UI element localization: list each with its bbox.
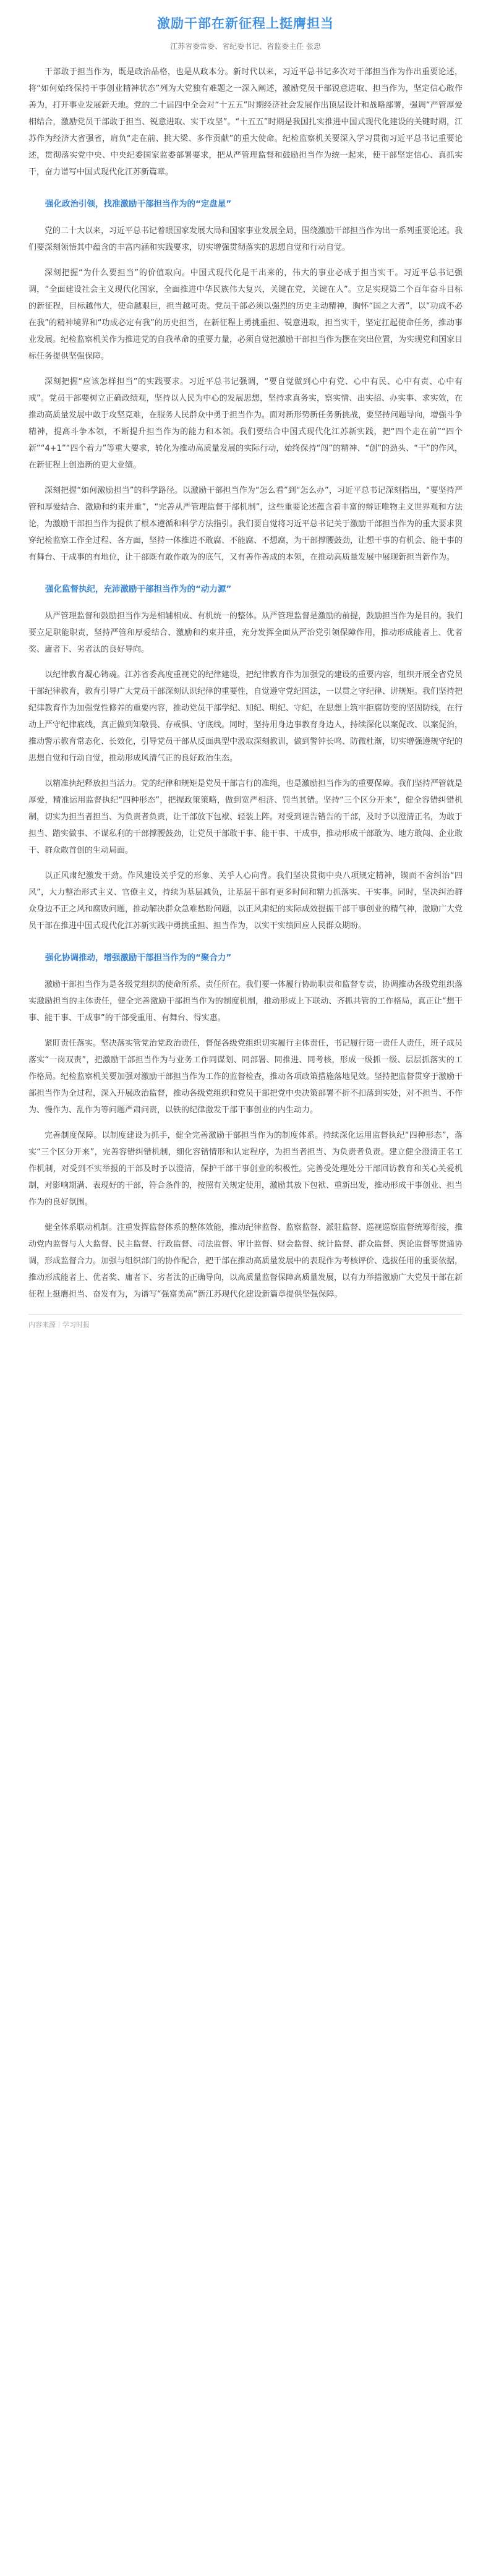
article-byline <box>28 41 463 51</box>
section-3-paragraph: 紧盯责任落实。坚决落实管党治党政治责任，督促各级党组织切实履行主体责任，书记履行第一责任人责任，班子成员落实“一岗双责”，把激励干部担当作为与业务工作同谋划、同部署、同推进、同考核，形成一级抓一级、层层抓落实的工作格局。纪检监察机关要加强对激励干部担当作为工作的监督检查，推动各项政策措施落地见效。坚持把监督贯穿于激励干部担当作为全过程，深入开展政治监督，推动各级党组织和党员干部把党中央决策部署不折不扣落到实处，对不担当、不作为、慢作为、乱作为等问题严肃问责，以铁的纪律激发干部干事创业的内生动力。 <box>28 1039 463 1115</box>
section-2-paragraph: 以精准执纪释放担当活力。党的纪律和规矩是党员干部言行的准绳，也是激励担当作为的重要保障。我们坚持严管就是厚爱，精准运用监督执纪“四种形态”，把握政策策略，做到宽严相济、罚当其错。坚持“三个区分开来”，健全容错纠错机制，切实为担当者担当、为负责者负责，让干部放下包袱、轻装上阵。对受到诬告错告的干部，及时予以澄清正名，为敢于担当、踏实做事、不谋私利的干部撑腰鼓劲，让党员干部敢干事、能干事、干成事，推动形成干部敢为、地方敢闯、企业敢干、群众敢首创的生动局面。 <box>28 779 463 855</box>
section-1-paragraph: 深刻把握“应该怎样担当”的实践要求。习近平总书记强调，“要自觉做到心中有党、心中有民、心中有责、心中有戒”。党员干部要树立正确政绩观，坚持以人民为中心的发展思想，坚持求真务实，察实情、出实招、办实事、求实效，在推动高质量发展中敢于攻坚克难，在服务人民群众中勇于担当作为。面对新形势新任务新挑战，要坚持问题导向，增强斗争精神，提高斗争本领，不断提升担当作为的能力和本领。我们要结合中国式现代化江苏新实践，把“四个走在前”“四个新”“4+1”“四个着力”等重大要求，转化为推动高质量发展的实际行动，始终保持“闯”的精神、“创”的劲头、“干”的作风，在新征程上创造新的更大业绩。 <box>28 377 463 470</box>
section-3-paragraph: 完善制度保障。以制度建设为抓手，健全完善激励干部担当作为的制度体系。持续深化运用监督执纪“四种形态”，落实“三个区分开来”，完善容错纠错机制，细化容错情形和认定程序，为担当者担当、为负责者负责。建立健全澄清正名工作机制，对受到不实举报的干部及时予以澄清，保护干部干事创业的积极性。完善受处理处分干部回访教育和关心关爱机制，对影响期满、表现好的干部，符合条件的，按照有关规定使用，激励其放下包袱、重新出发，推动形成干事创业、担当作为的良好氛围。 <box>28 1131 463 1207</box>
section-1-paragraph: 深刻把握“为什么要担当”的价值取向。中国式现代化是干出来的，伟大的事业必成于担当实干。习近平总书记强调，“全面建设社会主义现代化国家，全面推进中华民族伟大复兴，关键在党，关键在人”。立足实现第二个百年奋斗目标的新征程，目标越伟大，使命越艰巨，担当越可贵。党员干部必须以强烈的历史主动精神，胸怀“国之大者”，以“功成不必在我”的精神境界和“功成必定有我”的历史担当，在新征程上勇挑重担、锐意进取，担当实干，坚定扛起使命任务，推动事业发展。纪检监察机关作为推进党的自我革命的重要力量，必须自觉把激励干部担当作为摆在突出位置，为实现党和国家目标任务提供坚强保障。 <box>28 268 463 361</box>
article-title: 激励干部在新征程上挺膺担当 <box>157 16 334 31</box>
article-footer: 内容来源｜学习时报 <box>28 1314 463 1329</box>
section-2-paragraph: 以正风肃纪激发干劲。作风建设关乎党的形象、关乎人心向背。我们坚决贯彻中央八项规定精神，锲而不舍纠治“四风”，大力整治形式主义、官僚主义，持续为基层减负，让基层干部有更多时间和精力抓落实、干实事。同时，坚决纠治群众身边不正之风和腐败问题，推动解决群众急难愁盼问题，以正风肃纪的实际成效提振干部干事创业的精气神，激励广大党员干部在推进中国式现代化江苏新实践中勇挑重担、担当作为，以实干实绩回应人民群众期盼。 <box>28 871 463 931</box>
section-2-paragraph: 以纪律教育凝心铸魂。江苏省委高度重视党的纪律建设，把纪律教育作为加强党的建设的重要内容，组织开展全省党员干部纪律教育，教育引导广大党员干部深刻认识纪律的重要性，自觉遵守党纪国法，一以贯之守纪律、讲规矩。我们坚持把纪律教育作为加强党性修养的重要内容，推动党员干部学纪、知纪、明纪、守纪，在思想上筑牢拒腐防变的坚固防线，在行动上严守纪律底线，真正做到知敬畏、存戒惧、守底线。同时，坚持用身边事教育身边人，持续深化以案促改、以案促治，推动警示教育常态化、长效化，引导党员干部从反面典型中汲取深刻教训，做到警钟长鸣、防微杜渐，切实增强遵规守纪的思想自觉和行动自觉，推动形成风清气正的良好政治生态。 <box>28 670 463 763</box>
section-1-paragraph: 深刻把握“如何激励担当”的科学路径。以激励干部担当作为“怎么看”到“怎么办”，习近平总书记深刻指出，“要坚持严管和厚爱结合、激励和约束并重”，“完善从严管理监督干部机制”，这些重要论述蕴含着丰富的辩证唯物主义世界观和方法论，为激励干部担当作为提供了根本遵循和科学方法指引。我们要自觉将习近平总书记关于激励干部担当作为的重大要求贯穿纪检监察工作全过程、各方面，坚持一体推进不敢腐、不能腐、不想腐，为干部撑腰鼓劲，让想干事的有机会、能干事的有舞台、干成事的有地位，让干部既有敢作敢为的底气，又有善作善成的本领，在推动高质量发展中展现新担当新作为。 <box>28 486 463 562</box>
byline-author: 江苏省委常委、省纪委书记、省监委主任 张忠 <box>170 42 321 51</box>
section-3-paragraph: 健全体系联动机制。注重发挥监督体系的整体效能，推动纪律监督、监察监督、派驻监督、巡视巡察监督统筹衔接，推动党内监督与人大监督、民主监督、行政监督、司法监督、审计监督、财会监督、统计监督、群众监督、舆论监督等贯通协调，形成监督合力。加强与组织部门的协作配合，把干部在推动高质量发展中的表现作为考核评价、选拔任用的重要依据，推动形成能者上、优者奖、庸者下、劣者汰的正确导向，以高质量监督保障高质量发展，以有力举措激励广大党员干部在新征程上挺膺担当、奋发有为，为谱写“强富美高”新江苏现代化建设新篇章提供坚强保障。 <box>28 1223 463 1299</box>
section-1-paragraph: 党的二十大以来，习近平总书记着眼国家发展大局和国家事业发展全局，围绕激励干部担当作为出一系列重要论述。我们要深刻领悟其中蕴含的丰富内涵和实践要求，切实增强贯彻落实的思想自觉和行动自觉。 <box>28 226 463 252</box>
section-heading-3: 强化协调推动，增强激励干部担当作为的“聚合力” <box>45 953 232 963</box>
section-heading-1: 强化政治引领，找准激励干部担当作为的“定盘星” <box>45 199 232 209</box>
section-3-paragraph: 激励干部担当作为是各级党组织的使命所系、责任所在。我们要一体履行协助职责和监督专责，协调推动各级党组织落实激励担当的主体责任，健全完善激励干部担当作为的制度机制，推动形成上下联动、齐抓共管的工作格局，真正让“想干事、能干事、干成事”的干部受重用、有舞台、得实惠。 <box>28 980 463 1023</box>
section-heading-2: 强化监督执纪，充沛激励干部担当作为的“动力源” <box>45 584 232 594</box>
section-2-paragraph: 从严管理监督和鼓励担当作为是相辅相成、有机统一的整体。从严管理监督是激励的前提，鼓励担当作为是目的。我们要立足职能职责，坚持严管和厚爱结合、激励和约束并重，充分发挥全面从严治党引领保障作用，推动形成能者上、优者奖、庸者下、劣者汰的良好导向。 <box>28 612 463 654</box>
intro-paragraph: 干部敢于担当作为，既是政治品格，也是从政本分。新时代以来，习近平总书记多次对干部担当作为作出重要论述，将“如何始终保持干事创业精神状态”列为大党独有难题之一深入阐述，激励党员干部锐意进取、担当作为，坚定信心敢作善为，打开事业发展新天地。党的二十届四中全会对“十五五”时期经济社会发展作出顶层设计和战略部署，强调“严管厚爱相结合，激励党员干部敢于担当、锐意进取、实干攻坚”。“十五五”时期是我国扎实推进中国式现代化建设的关键时期，江苏作为经济大省强省，肩负“走在前、挑大梁、多作贡献”的重大使命。纪检监察机关要深入学习贯彻习近平总书记重要论述，贯彻落实党中央、中央纪委国家监委部署要求，把从严管理监督和鼓励担当作为统一起来，使干部坚定信心、真抓实干，奋力谱写中国式现代化江苏新篇章。 <box>28 67 463 177</box>
